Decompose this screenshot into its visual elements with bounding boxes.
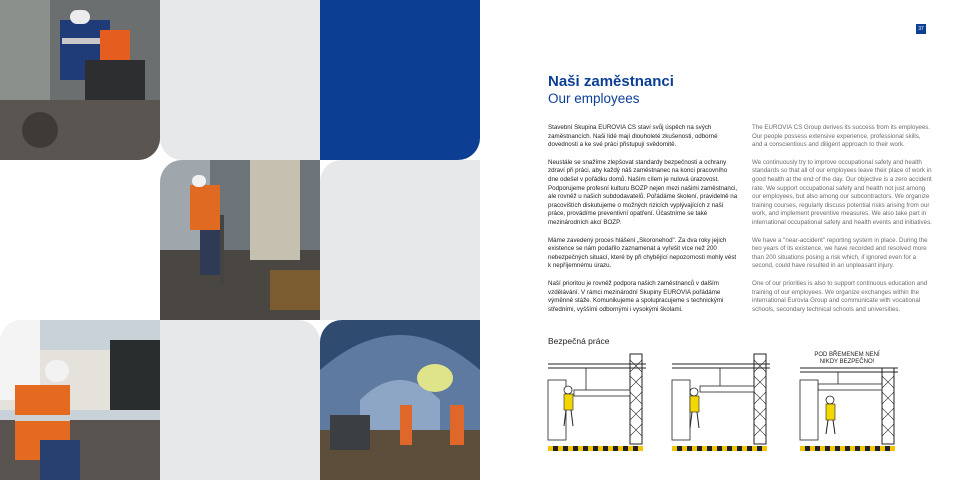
paragraph-cz-1: Stavební Skupina EUROVIA CS staví svůj úspěch na svých zaměstnancích. Naši lidé mají dlouholeté zkušenosti, odborné dovednosti a ke své práci přistupují svědomitě. xyxy=(548,124,718,149)
paragraph-en-4: One of our priorities is also to support continuous education and training of our employees. We organize exchanges within the international Eurovia Group and communicate with vocational schools, secondary technical schools and universities. xyxy=(752,279,928,313)
paragraph-cz-3: Máme zavedený proces hlášení „Skoronehod". Za dva roky jejich existence se nám podařilo zaznamenat a vyřešit více než 200 nebezpečných situací, které by při chybějící nepozornosti mohly vést k nepříjemnému úrazu. xyxy=(548,236,737,270)
safety-illustration-1 xyxy=(546,350,666,454)
grey-tile-bottom xyxy=(160,320,320,480)
page-title-en: Our employees xyxy=(548,91,640,106)
right-page-content xyxy=(480,0,960,480)
hazard-stripe-3 xyxy=(800,446,895,451)
warning-line-1: POD BŘEMENEM NENÍ xyxy=(814,352,880,358)
photo-tunnel-works xyxy=(320,320,480,480)
blue-tile xyxy=(320,0,480,160)
grey-tile-top xyxy=(160,0,320,160)
hazard-stripe-2 xyxy=(672,446,767,451)
safety-section-title: Bezpečná práce xyxy=(548,336,610,346)
paragraph-en-3: We have a "near-accident" reporting system in place. During the two years of its existence, we have recorded and resolved more than 200 situations posing a risk which, if ignored even for a second, could have resulted in an unpleasant injury. xyxy=(752,236,928,270)
hazard-stripe-1 xyxy=(548,446,643,451)
warning-line-2: NIKDY BEZPEČNO! xyxy=(819,359,875,365)
paragraph-en-1: The EUROVIA CS Group derives its success from its employees. Our people possess extensive experience, professional skills, and a conscientious and diligent approach to their work. xyxy=(752,124,931,149)
photo-worker-measuring xyxy=(0,320,160,480)
paragraph-en-2: We continuously try to improve occupational safety and health standards so that all of our employees leave their place of work in good health at the end of the day. Our objective is a zero accident rate. We support occupational safety and health not just among our employees, but also among our subcontractors. We organize training courses, regularly discuss potential risks arising from our work, and implement preventive measures. We also take part in international occupational safety and health events and initiatives. xyxy=(752,158,932,226)
text-column-en xyxy=(752,124,932,323)
safety-illustration-2 xyxy=(670,350,790,454)
page-title-cz: Naši zaměstnanci xyxy=(548,73,674,90)
text-column-cz xyxy=(548,124,738,323)
page-number: 37 xyxy=(916,24,926,34)
photo-worker-drill xyxy=(160,160,320,320)
photo-worker-machinery xyxy=(0,0,160,160)
safety-illustration-3 xyxy=(798,350,918,454)
paragraph-cz-4: Naší prioritou je rovněž podpora našich zaměstnanců v dalším vzdělávání. V rámci mezinárodní Skupiny EUROVIA pořádáme výměnné stáže. Komunikujeme a spolupracujeme s technickými středními, vyššími odbornými i vysokými školami. xyxy=(548,279,724,313)
grey-tile-middle xyxy=(320,160,480,320)
paragraph-cz-2: Neustále se snažíme zlepšovat standardy bezpečnosti a ochrany zdraví při práci, aby každý náš zaměstnanec na konci pracovního dne odešel v pořádku domů. Naším cílem je nulová úrazovost. Podporujeme profesní kulturu BOZP nejen mezi našimi zaměstnanci, ale rovněž u našich subdodavatelů. Pořádáme školení, pravidelně na pracovištích diskutujeme o možných rizicích vyplývajících z naší práce, provádíme preventivní opatření. Účastníme se také mezinárodních akcí BOZP. xyxy=(548,158,738,226)
